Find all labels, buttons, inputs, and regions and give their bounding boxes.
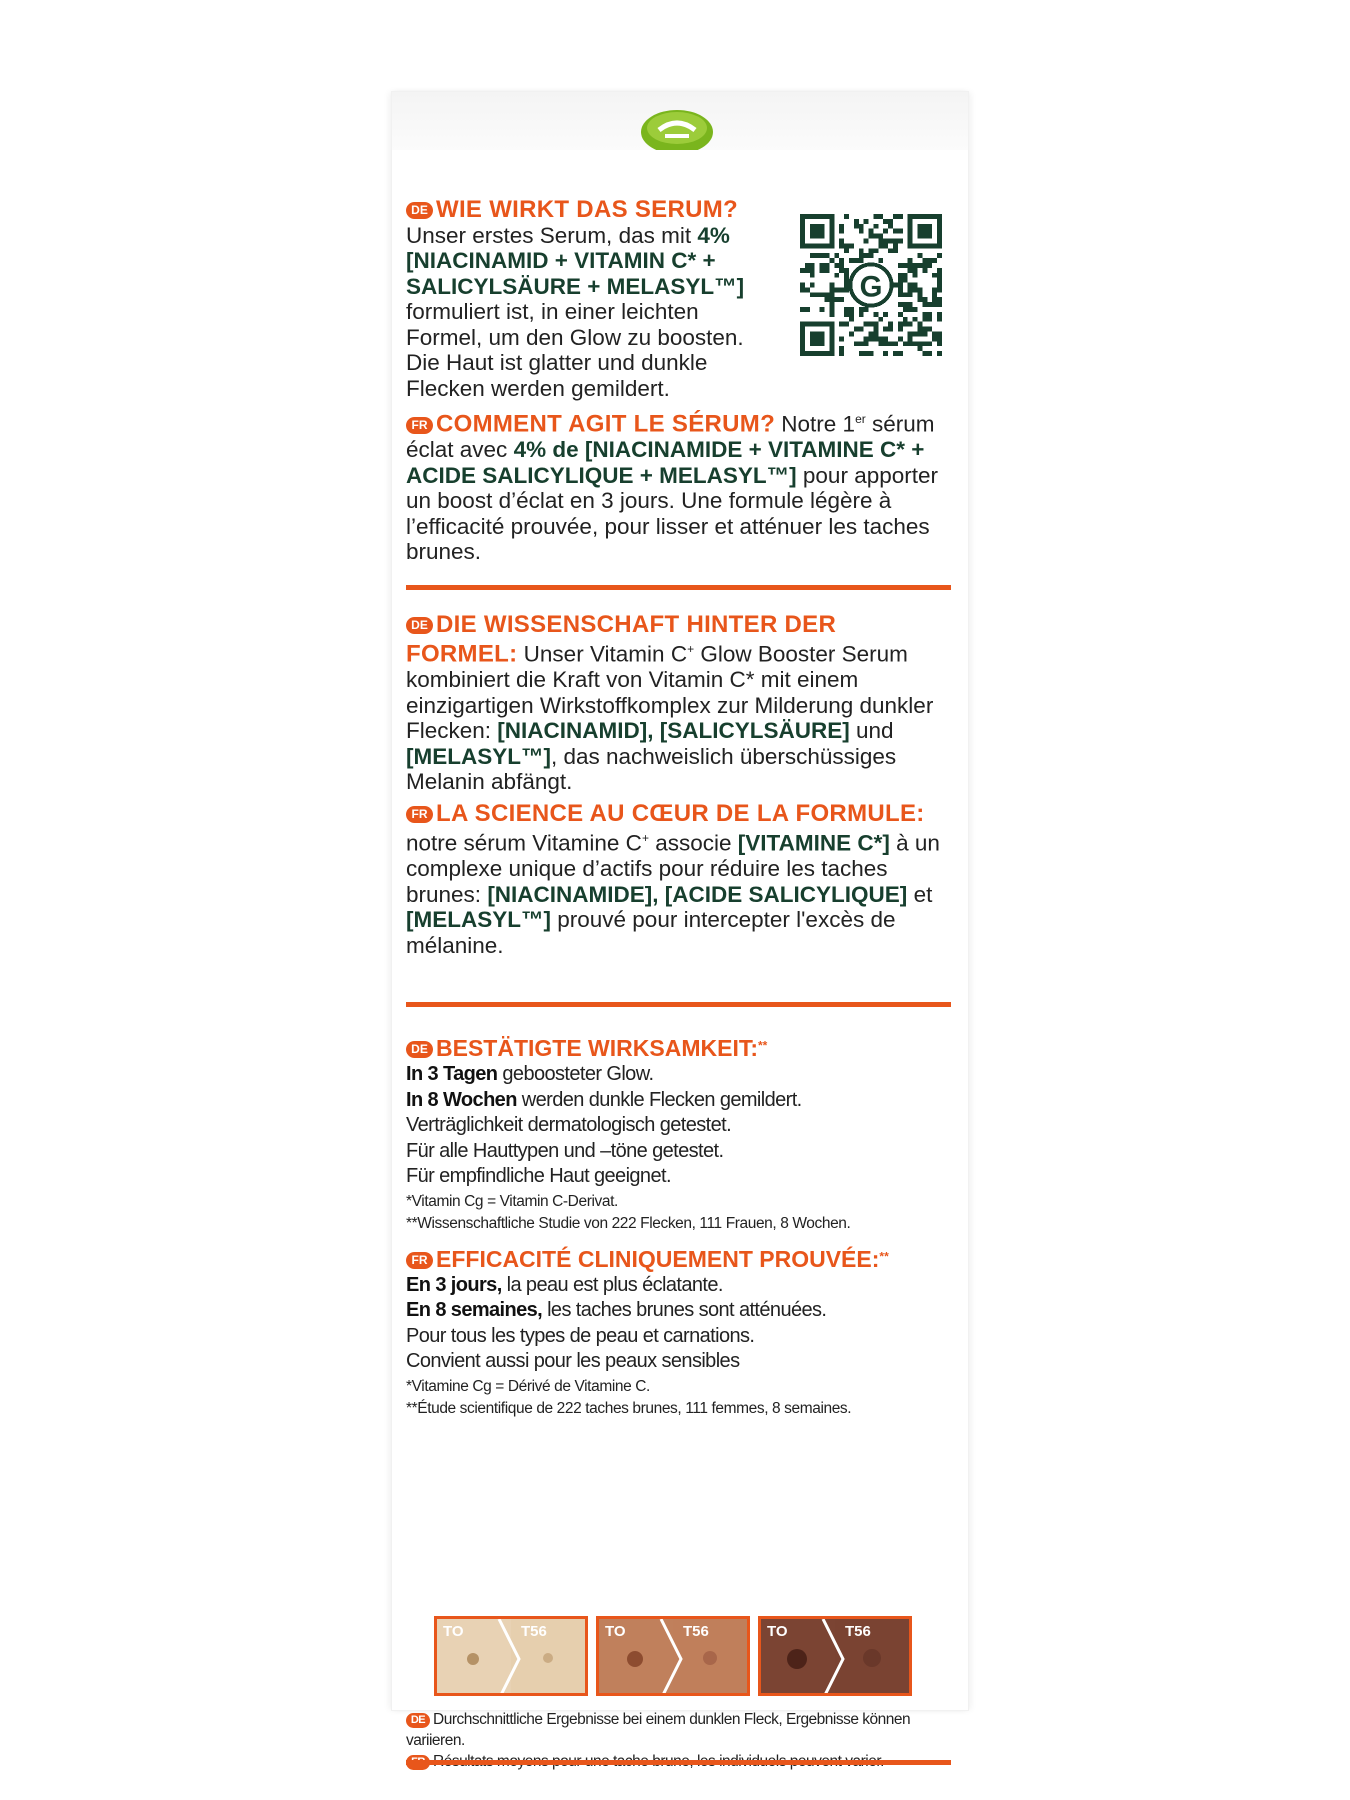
ingredient: [VITAMINE C*]: [737, 830, 890, 856]
garnier-leaf-logo-icon: [632, 92, 722, 150]
superscript: er: [855, 412, 866, 426]
claim-line: Verträglichkeit dermatologisch getestet.: [406, 1114, 732, 1136]
footnote: *Vitamin Cg = Vitamin C-Derivat.: [406, 1192, 618, 1210]
disclaimer-text: Durchschnittliche Ergebnisse bei einem dunklen Fleck, Ergebnisse können variieren.: [406, 1711, 911, 1749]
section-efficacy-fr: [406, 1246, 951, 1419]
superscript: **: [758, 1038, 768, 1053]
section-science-de: [406, 612, 951, 795]
swatch-medium-skin: [596, 1616, 750, 1696]
claim-text: la peau est plus éclatante.: [501, 1273, 723, 1296]
after-label: T56: [845, 1623, 871, 1640]
de-badge: DE: [406, 617, 433, 634]
after-label: T56: [683, 1623, 709, 1640]
ingredient: [NIACINAMID], [SALICYLSÄURE]: [497, 718, 850, 743]
body-text: et: [907, 881, 933, 907]
section-efficacy-de: [406, 1035, 951, 1234]
divider: [406, 585, 951, 590]
heading: WIE WIRKT DAS SERUM?: [436, 196, 738, 223]
claim-line: [406, 1088, 951, 1114]
body-text: à un complexe unique d’actifs pour réduire les taches brunes:: [406, 830, 940, 907]
product-box-side-panel: [392, 92, 968, 1749]
ingredient-list: 4% de [NIACINAMIDE + VITAMINE C* + ACIDE SALICYLIQUE + MELASYL™]: [406, 437, 925, 488]
body-text: , das nachweislich überschüssiges Melanin abfängt.: [406, 743, 897, 794]
body-text: Glow Booster Serum kombiniert die Kraft von Vitamin C* mit einem einzigartigen Wirkstoffkomplex zur Milderung dunkler Flecken:: [406, 641, 934, 743]
ingredient: [NIACINAMIDE], [ACIDE SALICYLIQUE]: [487, 881, 908, 907]
divider: [406, 1760, 951, 1765]
footnote: *Vitamine Cg = Dérivé de Vitamine C.: [406, 1377, 650, 1395]
swatch-light-skin: [434, 1616, 588, 1696]
before-label: TO: [443, 1623, 464, 1640]
claim-line: Für empfindliche Haut geeignet.: [406, 1165, 671, 1187]
claim-bold: En 3 jours,: [406, 1273, 502, 1296]
fr-badge: FR: [406, 417, 433, 434]
text-content: [406, 197, 951, 1419]
body-text: associe: [648, 830, 738, 856]
body-text: Unser Vitamin C: [517, 641, 688, 667]
efficacy-heading-de: [406, 1035, 951, 1062]
heading: COMMENT AGIT LE SÉRUM?: [436, 410, 776, 438]
divider: [406, 1002, 951, 1007]
body-text: Notre 1: [775, 411, 856, 437]
body-text: pour apporter un boost d’éclat en 3 jours. Une formule légère à l’efficacité prouvée, pour lisser et atténuer les taches brunes.: [406, 462, 938, 564]
before-label: TO: [767, 1623, 788, 1640]
claim-text: les taches brunes sont atténuées.: [542, 1299, 827, 1321]
claim-bold: In 3 Tagen: [406, 1063, 498, 1085]
after-label: T56: [521, 1623, 547, 1640]
heading: LA SCIENCE AU CŒUR DE LA FORMULE:: [436, 799, 925, 827]
ingredient: [MELASYL™]: [406, 743, 551, 769]
footnote: **Étude scientifique de 222 taches brunes, 111 femmes, 8 semaines.: [406, 1399, 852, 1417]
claim-text: geboosteter Glow.: [497, 1063, 654, 1085]
claim-text: werden dunkle Flecken gemildert.: [516, 1088, 802, 1111]
body-text: und: [849, 718, 894, 743]
claim-line: Convient aussi pour les peaux sensibles: [406, 1350, 740, 1372]
before-label: TO: [605, 1623, 626, 1640]
de-badge: DE: [406, 202, 433, 219]
section-comment-agit: [406, 407, 951, 565]
heading: DIE WISSENSCHAFT HINTER DER FORMEL:: [406, 610, 837, 668]
claim-line: [406, 1298, 951, 1324]
body-text: Unser erstes Serum, das mit: [406, 222, 698, 248]
swatch-dark-skin: [758, 1616, 912, 1696]
disclaimer-de: [406, 1709, 951, 1751]
de-badge: DE: [406, 1713, 430, 1728]
section-science-fr: [406, 801, 951, 959]
fr-badge: FR: [406, 806, 433, 823]
claim-line: Pour tous les types de peau et carnations.: [406, 1324, 755, 1347]
science-fr: [406, 801, 951, 959]
heading: EFFICACITÉ CLINIQUEMENT PROUVÉE:: [436, 1245, 880, 1272]
superscript: +: [641, 831, 649, 845]
claim-bold: En 8 semaines,: [406, 1299, 543, 1321]
claim-bold: In 8 Wochen: [406, 1088, 517, 1111]
footnote: **Wissenschaftliche Studie von 222 Flecken, 111 Frauen, 8 Wochen.: [406, 1214, 851, 1232]
ingredient-list: 4% [NIACINAMID + VITAMIN C* + SALICYLSÄURE + MELASYL™]: [406, 222, 745, 299]
body-text: sérum éclat avec: [406, 411, 935, 462]
section-how-serum-works: [406, 197, 776, 401]
body-text: formuliert ist, in einer leichten Formel, um den Glow zu boosten. Die Haut ist glatter und dunkle Flecken werden gemildert.: [406, 299, 744, 401]
claim-line: [406, 1062, 951, 1088]
before-after-swatches: [434, 1616, 926, 1696]
how-it-works-de: [406, 197, 776, 401]
efficacy-heading-fr: [406, 1246, 951, 1273]
claim-line: [406, 1273, 951, 1299]
heading: BESTÄTIGTE WIRKSAMKEIT:: [436, 1035, 758, 1061]
science-de: [406, 612, 951, 795]
superscript: +: [687, 642, 695, 656]
body-text: prouvé pour intercepter l'excès de mélanine.: [406, 907, 896, 958]
qr-center-letter: G: [859, 270, 883, 304]
superscript: **: [879, 1249, 889, 1264]
how-it-works-fr: [406, 407, 951, 565]
claim-line: Für alle Hauttypen und –töne getestet.: [406, 1139, 724, 1162]
fr-badge: FR: [406, 1252, 433, 1269]
qr-code-icon: [800, 214, 942, 356]
body-text: notre sérum Vitamine C: [406, 830, 642, 856]
de-badge: DE: [406, 1041, 433, 1058]
ingredient: [MELASYL™]: [406, 907, 551, 932]
